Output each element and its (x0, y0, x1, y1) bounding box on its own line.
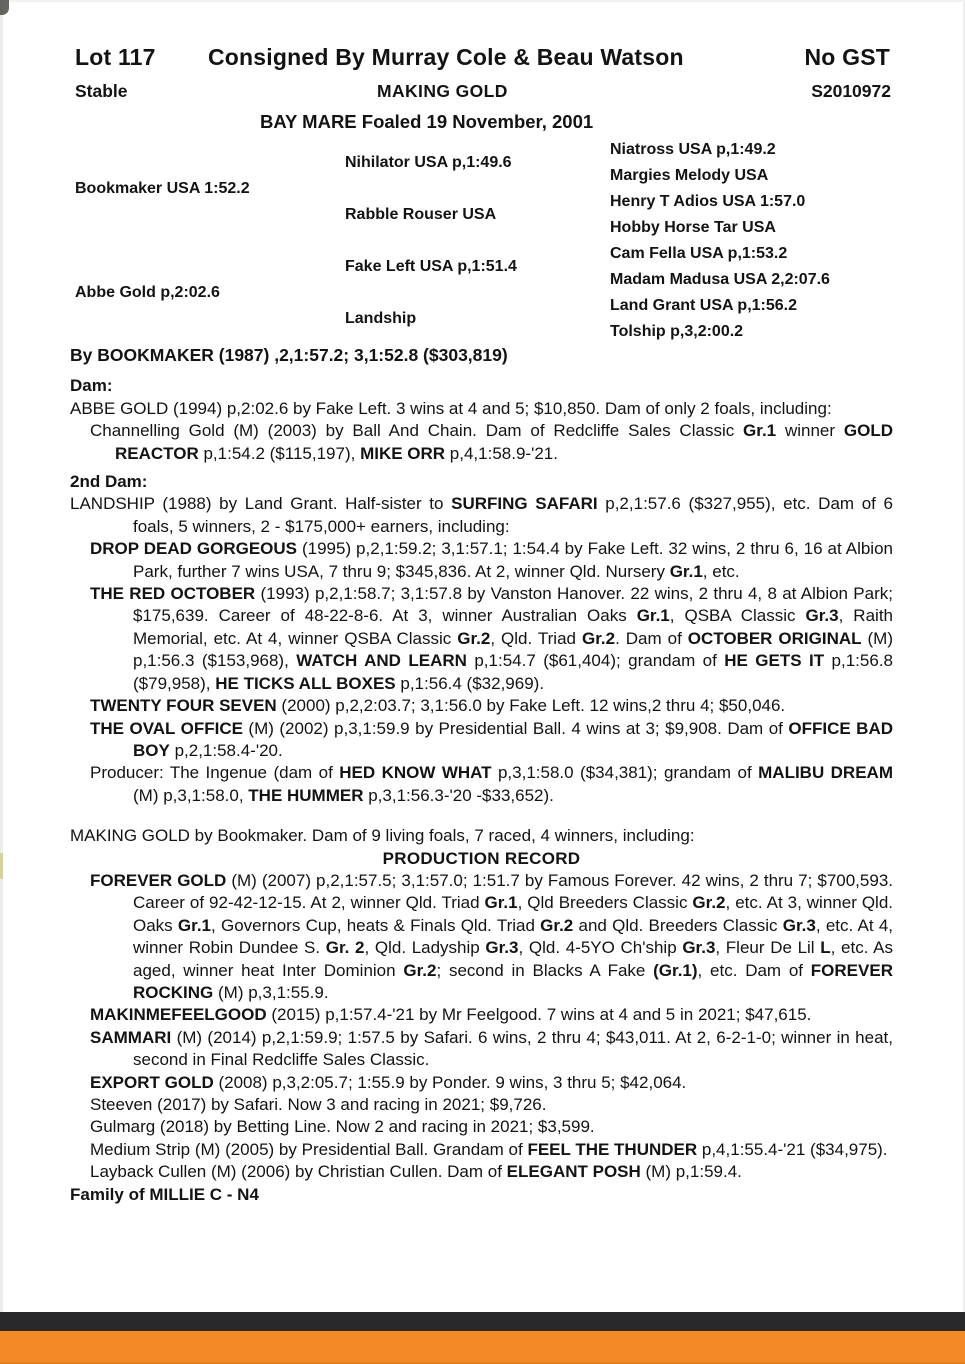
footer-black-band (0, 1312, 965, 1331)
pedigree-gen2-cell: Landship (345, 310, 417, 327)
consignor-title: Consigned By Murray Cole & Beau Watson (208, 44, 684, 70)
production-entry: Gulmarg (2018) by Betting Line. Now 2 and racing in 2021; $3,599. (90, 1117, 595, 1137)
foal-entry: TWENTY FOUR SEVEN (2000) p,2,2:03.7; 3,1:56.0 by Fake Left. 12 wins,2 thru 4; $50,046. (90, 696, 786, 716)
pedigree-gen3-cell: Niatross USA p,1:49.2 (610, 141, 776, 158)
production-intro: MAKING GOLD by Bookmaker. Dam of 9 living foals, 7 raced, 4 winners, including: (70, 826, 695, 846)
pedigree-gen3-cell: Hobby Horse Tar USA (610, 219, 776, 236)
lot-number: Lot 117 (75, 44, 156, 70)
pedigree-text-body (70, 344, 893, 1206)
pedigree-gen3-cell: Cam Fella USA p,1:53.2 (610, 245, 788, 262)
scan-corner-smudge (0, 0, 9, 15)
gst-status: No GST (804, 44, 890, 70)
dam-entry: ABBE GOLD (1994) p,2:02.6 by Fake Left. 3 wins at 4 and 5; $10,850. Dam of only 2 foals, including: (70, 398, 832, 418)
foaling-description: BAY MARE Foaled 19 November, 2001 (260, 111, 594, 132)
stable-label: Stable (75, 81, 128, 101)
production-entry: Medium Strip (M) (2005) by Presidential Ball. Grandam of FEEL THE THUNDER p,4,1:55.4-'21 ($34,975). (90, 1139, 888, 1159)
pedigree-gen2-cell: Rabble Rouser USA (345, 206, 497, 223)
production-entry: FOREVER GOLD (M) (2007) p,2,1:57.5; 3,1:57.0; 1:51.7 by Famous Forever. 42 wins, 2 thru 7; $700,593. Career of 92-42-12-15. At 2, winner Qld. Triad Gr.1, Qld Breeders Classic Gr.2, etc. At 3, winner Qld. Oaks Gr.1, Governors Cup, heats & Finals Qld. Triad Gr.2 and Qld. Breeders Classic Gr.3, etc. At 4, winner Robin Dundee S. Gr. 2, Qld. Ladyship Gr.3, Qld. 4-5YO Ch'ship Gr.3, Fleur De Lil L, etc. As aged, winner heat Inter Dominion Gr.2; second in Blacks A Fake (Gr.1), etc. Dam of FOREVER ROCKING (M) p,3,1:55.9. (90, 870, 893, 1002)
scan-edge-mark (0, 853, 3, 879)
pedigree-gen3-cell: Land Grant USA p,1:56.2 (610, 297, 797, 314)
pedigree-gen2-cell: Nihilator USA p,1:49.6 (345, 154, 512, 171)
pedigree-sire: Bookmaker USA 1:52.2 (75, 180, 250, 197)
footer-orange-band (0, 1331, 965, 1364)
second-dam-heading: 2nd Dam: (70, 472, 148, 492)
second-dam-entry: LANDSHIP (1988) by Land Grant. Half-sister to SURFING SAFARI p,2,1:57.6 ($327,955), etc. Dam of 6 foals, 5 winners, 2 - $175,000+ earners, including: (70, 494, 894, 536)
page-left-edge (0, 0, 3, 1364)
horse-name: MAKING GOLD (377, 81, 508, 101)
sire-summary-line: By BOOKMAKER (1987) ,2,1:57.2; 3,1:52.8 ($303,819) (70, 345, 508, 365)
dam-heading: Dam: (70, 376, 113, 396)
production-entry: MAKINMEFEELGOOD (2015) p,1:57.4-'21 by Mr Feelgood. 7 wins at 4 and 5 in 2021; $47,615. (90, 1005, 812, 1025)
production-entry: Layback Cullen (M) (2006) by Christian Cullen. Dam of ELEGANT POSH (M) p,1:59.4. (90, 1162, 742, 1182)
page-top-edge (0, 0, 965, 2)
catalog-id: S2010972 (811, 81, 891, 101)
pedigree-dam: Abbe Gold p,2:02.6 (75, 284, 220, 301)
pedigree-gen3-cell: Margies Melody USA (610, 167, 769, 184)
production-entry: EXPORT GOLD (2008) p,3,2:05.7; 1:55.9 by Ponder. 9 wins, 3 thru 5; $42,064. (90, 1072, 687, 1092)
production-entry: SAMMARI (M) (2014) p,2,1:59.9; 1:57.5 by Safari. 6 wins, 2 thru 4; $43,011. At 2, 6-2-1-0; winner in heat, second in Final Redcliffe Sales Classic. (90, 1027, 893, 1070)
foal-entry: DROP DEAD GORGEOUS (1995) p,2,1:59.2; 3,1:57.1; 1:54.4 by Fake Left. 32 wins, 2 thru 6, 16 at Albion Park, further 7 wins USA, 7 thru 9; $345,836. At 2, winner Qld. Nursery Gr.1, etc. (90, 539, 893, 581)
foal-entry: THE RED OCTOBER (1993) p,2,1:58.7; 3,1:57.8 by Vanston Hanover. 22 wins, 2 thru 4, 8 at Albion Park; $175,639. Career of 48-22-8-6. At 3, winner Australian Oaks Gr.1, QSBA Classic Gr.3, Raith Memorial, etc. At 4, winner QSBA Classic Gr.2, Qld. Triad Gr.2. Dam of OCTOBER ORIGINAL (M) p,1:56.3 ($153,968), WATCH AND LEARN p,1:54.7 ($61,404); grandam of HE GETS IT p,1:56.8 ($79,958), HE TICKS ALL BOXES p,1:56.4 ($32,969). (90, 584, 893, 693)
pedigree-gen3-cell: Henry T Adios USA 1:57.0 (610, 193, 806, 210)
producer-note: Producer: The Ingenue (dam of HED KNOW WHAT p,3,1:58.0 ($34,381); grandam of MALIBU DREAM (M) p,3,1:58.0, THE HUMMER p,3,1:56.3-'20 -$33,652). (90, 763, 893, 805)
production-entry: Steeven (2017) by Safari. Now 3 and racing in 2021; $9,726. (90, 1095, 547, 1114)
dam-foal-entry: Channelling Gold (M) (2003) by Ball And Chain. Dam of Redcliffe Sales Classic Gr.1 winner GOLD REACTOR p,1:54.2 ($115,197), MIKE ORR p,4,1:58.9-'21. (90, 421, 893, 463)
pedigree-gen2-cell: Fake Left USA p,1:51.4 (345, 258, 517, 275)
foal-entry: THE OVAL OFFICE (M) (2002) p,3,1:59.9 by Presidential Ball. 4 wins at 3; $9,908. Dam of OFFICE BAD BOY p,2,1:58.4-'20. (90, 718, 893, 760)
production-record-title: PRODUCTION RECORD (382, 848, 581, 868)
family-line: Family of MILLIE C - N4 (70, 1184, 259, 1204)
paragraph-list (70, 375, 893, 1206)
pedigree-gen3-cell: Tolship p,3,2:00.2 (610, 323, 744, 340)
pedigree-gen3-cell: Madam Madusa USA 2,2:07.6 (610, 271, 830, 288)
